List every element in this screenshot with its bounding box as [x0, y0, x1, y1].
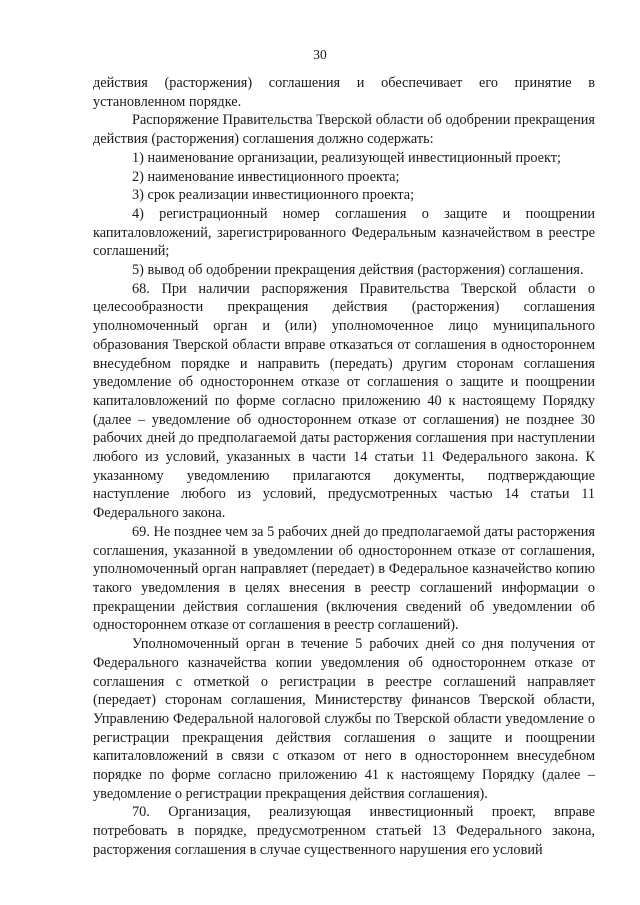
list-item: 3) срок реализации инвестиционного проекта;	[132, 187, 415, 204]
document-body	[93, 74, 595, 860]
paragraph: 68. При наличии распоряжения Правительства Тверской области о целесообразности прекращения действия (расторжения) соглашения уполномоченный орган и (или) уполномоченное лицо муниципального образования Тверской области вправе отказаться от соглашения в одностороннем внесудебном порядке и направить (передать) другим сторонам соглашения уведомление об одностороннем отказе от соглашения о защите и поощрении капиталовложений по форме согласно приложению 40 к настоящему Порядку (далее – уведомление об одностороннем отказе от соглашения) не позднее 30 рабочих дней до предполагаемой даты расторжения соглашения при наступлении любого из условий, указанных в части 14 статьи 11 Федерального закона. К указанному уведомлению прилагаются документы, подтверждающие наступление любого из условий, предусмотренных частью 14 статьи 11 Федерального закона.	[93, 280, 595, 522]
paragraph: 69. Не позднее чем за 5 рабочих дней до предполагаемой даты расторжения соглашения, указанной в уведомлении об одностороннем отказе от соглашения, уполномоченный орган направляет (передает) в Федеральное казначейство копию такого уведомления в целях внесения в реестр соглашений информации о прекращении действия соглашения (включения сведений об уведомлении об одностороннем отказе от соглашения в реестр соглашений).	[93, 523, 595, 634]
list-item: 2) наименование инвестиционного проекта;	[132, 168, 400, 185]
paragraph: Уполномоченный орган в течение 5 рабочих дней со дня получения от Федерального казначейства копии уведомления об одностороннем отказе от соглашения с отметкой о регистрации в реестре соглашений направляет (передает) сторонам соглашения, Министерству финансов Тверской области, Управлению Федеральной налоговой службы по Тверской области уведомление о регистрации прекращения действия соглашения о защите и поощрении капиталовложений в связи с отказом от него в одностороннем внесудебном порядке по форме согласно приложению 41 к настоящему Порядку (далее – уведомление о регистрации прекращения действия соглашения).	[93, 636, 595, 802]
list-item: 5) вывод об одобрении прекращения действия (расторжения) соглашения.	[132, 262, 584, 279]
page-number: 30	[313, 47, 327, 62]
list-item: 4) регистрационный номер соглашения о защите и поощрении капиталовложений, зарегистрированного Федеральным казначейством в реестре соглашений;	[93, 205, 595, 260]
paragraph: действия (расторжения) соглашения и обеспечивает его принятие в установленном порядке.	[93, 75, 595, 110]
list-item: 1) наименование организации, реализующей инвестиционный проект;	[132, 149, 561, 166]
paragraph: Распоряжение Правительства Тверской области об одобрении прекращения действия (расторжения) соглашения должно содержать:	[93, 112, 595, 148]
paragraph: 70. Организация, реализующая инвестиционный проект, вправе потребовать в порядке, предусмотренном статьей 13 Федерального закона, расторжения соглашения в случае существенного нарушения его условий	[93, 804, 595, 858]
